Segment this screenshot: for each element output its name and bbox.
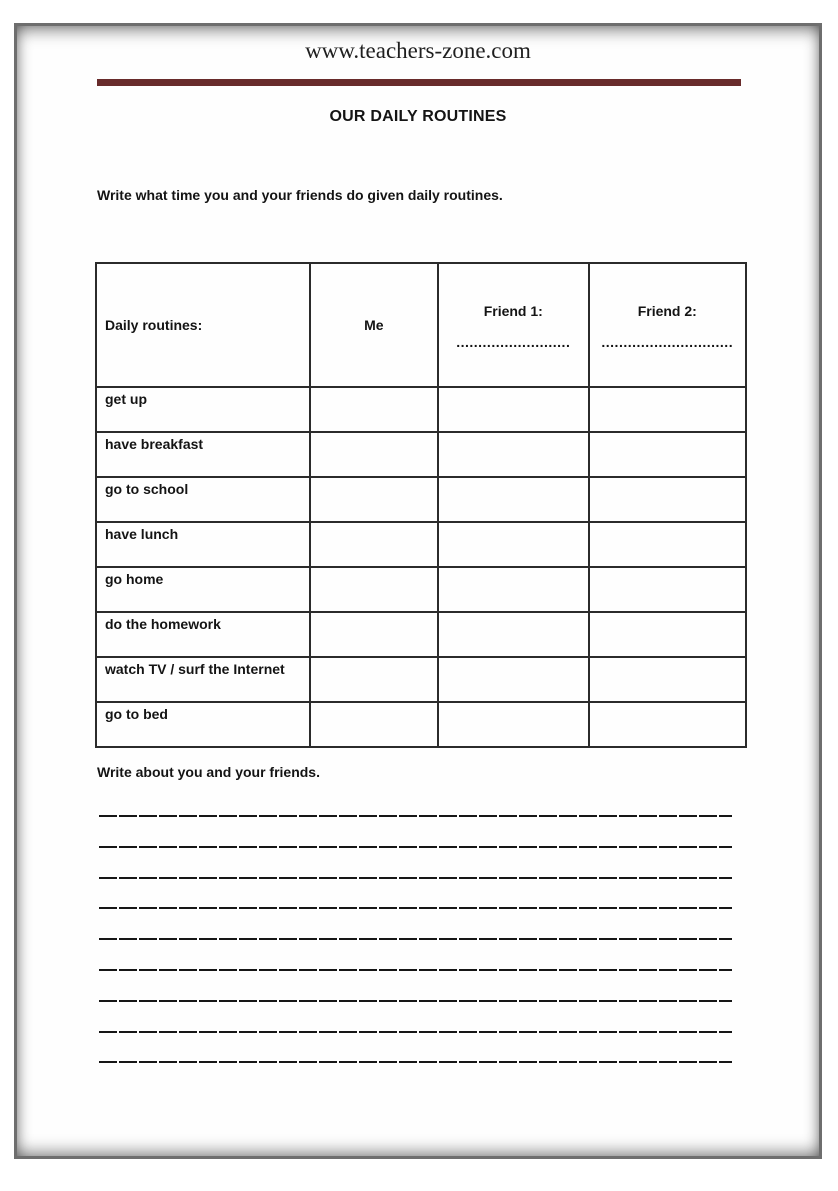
answer-cell[interactable]	[589, 522, 747, 567]
friend1-name-line[interactable]: ..........................	[456, 334, 571, 350]
answer-cell[interactable]	[310, 612, 438, 657]
table-row	[96, 567, 746, 612]
routine-label: go to school	[96, 477, 310, 522]
answer-cell[interactable]	[589, 612, 747, 657]
answer-cell[interactable]	[310, 387, 438, 432]
answer-cell[interactable]	[310, 477, 438, 522]
answer-cell[interactable]	[438, 522, 588, 567]
routine-label: have lunch	[96, 522, 310, 567]
writing-line[interactable]	[99, 1031, 732, 1033]
friend1-label: Friend 1:	[483, 303, 543, 319]
answer-cell[interactable]	[438, 657, 588, 702]
answer-cell[interactable]	[310, 567, 438, 612]
answer-cell[interactable]	[438, 477, 588, 522]
table-row	[96, 657, 746, 702]
answer-cell[interactable]	[310, 657, 438, 702]
task1-instruction: Write what time you and your friends do given daily routines.	[97, 187, 503, 203]
writing-line[interactable]	[99, 1000, 732, 1002]
writing-line[interactable]	[99, 1061, 732, 1063]
friend2-name-line[interactable]: ..............................	[601, 334, 734, 350]
table-row	[96, 522, 746, 567]
routine-label: go home	[96, 567, 310, 612]
worksheet-page	[14, 23, 822, 1159]
writing-lines	[99, 815, 732, 1092]
routine-label: watch TV / surf the Internet	[96, 657, 310, 702]
answer-cell[interactable]	[438, 612, 588, 657]
table-row	[96, 387, 746, 432]
col-header-friend2	[589, 263, 747, 387]
answer-cell[interactable]	[310, 522, 438, 567]
table-header-row	[96, 263, 746, 387]
answer-cell[interactable]	[589, 477, 747, 522]
answer-cell[interactable]	[589, 567, 747, 612]
table-row	[96, 612, 746, 657]
table-row	[96, 477, 746, 522]
writing-line[interactable]	[99, 846, 732, 848]
answer-cell[interactable]	[310, 702, 438, 747]
header-rule	[97, 79, 741, 86]
task2-instruction: Write about you and your friends.	[97, 764, 320, 780]
answer-cell[interactable]	[589, 432, 747, 477]
col-header-me: Me	[310, 263, 438, 387]
answer-cell[interactable]	[589, 657, 747, 702]
routine-label: have breakfast	[96, 432, 310, 477]
writing-line[interactable]	[99, 938, 732, 940]
col-header-daily-routines: Daily routines:	[96, 263, 310, 387]
routine-label: go to bed	[96, 702, 310, 747]
routine-label: do the homework	[96, 612, 310, 657]
writing-line[interactable]	[99, 969, 732, 971]
answer-cell[interactable]	[438, 432, 588, 477]
answer-cell[interactable]	[310, 432, 438, 477]
site-url: www.teachers-zone.com	[305, 38, 531, 63]
answer-cell[interactable]	[589, 702, 747, 747]
routine-label: get up	[96, 387, 310, 432]
answer-cell[interactable]	[438, 702, 588, 747]
answer-cell[interactable]	[589, 387, 747, 432]
friend2-label: Friend 2:	[637, 303, 697, 319]
routines-table	[95, 262, 747, 748]
writing-line[interactable]	[99, 907, 732, 909]
answer-cell[interactable]	[438, 567, 588, 612]
worksheet-title: OUR DAILY ROUTINES	[329, 108, 507, 125]
col-header-friend1	[438, 263, 588, 387]
writing-line[interactable]	[99, 815, 732, 817]
table-row	[96, 432, 746, 477]
table-row	[96, 702, 746, 747]
writing-line[interactable]	[99, 877, 732, 879]
answer-cell[interactable]	[438, 387, 588, 432]
